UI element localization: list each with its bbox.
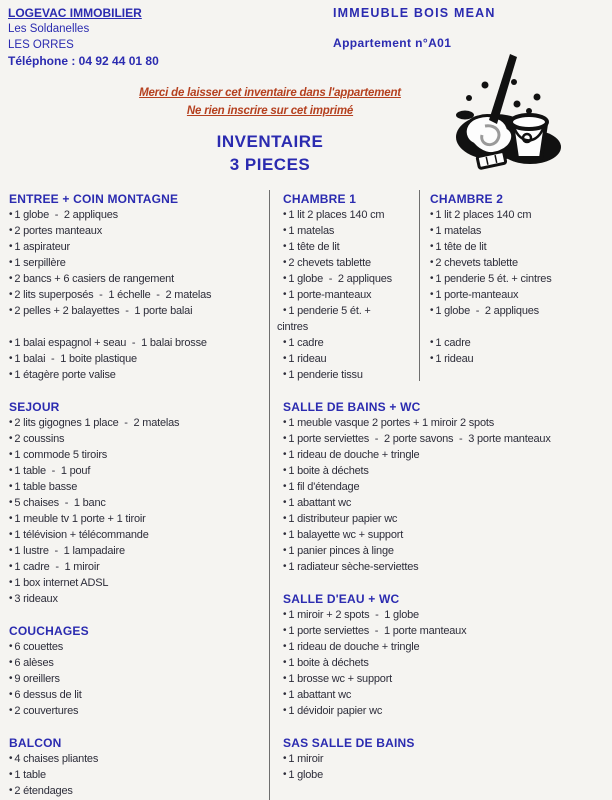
inventory-item xyxy=(9,255,267,271)
item-text: 9 oreillers xyxy=(14,673,60,685)
agency-name: LOGEVAC IMMOBILIER xyxy=(8,6,142,20)
item-text: 1 brosse wc + support xyxy=(288,673,393,685)
section-entree-coin-montagne xyxy=(9,191,267,383)
item-text: 1 balayette wc + support xyxy=(288,529,404,541)
item-text: 1 penderie 5 ét. + cintres xyxy=(435,273,552,285)
bullet-icon: • xyxy=(9,785,13,796)
inventory-item xyxy=(283,639,612,655)
item-text: 1 panier pinces à linge xyxy=(288,545,394,557)
inventory-item xyxy=(9,271,267,287)
inventory-item xyxy=(9,303,267,319)
item-text: 3 rideaux xyxy=(14,593,58,605)
notice-line-2: Ne rien inscrire sur cet imprimé xyxy=(186,105,354,117)
item-text: 2 pelles + 2 balayettes - 1 porte balai xyxy=(14,305,193,317)
bullet-icon: • xyxy=(9,657,13,668)
inventory-item xyxy=(9,415,267,431)
column-divider-left xyxy=(269,190,270,800)
item-text: 2 étendages xyxy=(14,785,73,797)
bullet-icon: • xyxy=(283,241,287,252)
item-text: 1 penderie tissu xyxy=(288,369,363,381)
section-couchages xyxy=(9,623,267,719)
bullet-icon: • xyxy=(9,353,13,364)
item-text: 2 lits gigognes 1 place - 2 matelas xyxy=(14,417,180,429)
bullet-icon: • xyxy=(430,305,434,316)
bullet-icon: • xyxy=(9,257,13,268)
item-text: 1 rideau xyxy=(288,353,327,365)
building-name: IMMEUBLE BOIS MEAN xyxy=(333,6,496,20)
inventory-item xyxy=(9,511,267,527)
bullet-icon: • xyxy=(283,625,287,636)
item-text: cintres xyxy=(277,321,308,333)
item-text: 1 abattant wc xyxy=(288,497,352,509)
bullet-icon: • xyxy=(430,353,434,364)
item-text: 2 lits superposés - 1 échelle - 2 matelas xyxy=(14,289,212,301)
inventory-item xyxy=(283,751,612,767)
bullet-icon: • xyxy=(9,513,13,524)
bullet-icon: • xyxy=(283,225,287,236)
inventory-item xyxy=(9,543,267,559)
inventory-item xyxy=(283,527,612,543)
bullet-icon: • xyxy=(283,337,287,348)
inventory-item xyxy=(9,207,267,223)
item-text: 1 lustre - 1 lampadaire xyxy=(14,545,125,557)
bullet-icon: • xyxy=(283,257,287,268)
item-text: 1 meuble vasque 2 portes + 1 miroir 2 spots xyxy=(288,417,495,429)
bullet-icon: • xyxy=(283,449,287,460)
bullet-icon: • xyxy=(283,529,287,540)
section-title: COUCHAGES xyxy=(9,624,89,638)
bullet-icon: • xyxy=(283,353,287,364)
inventory-item xyxy=(9,767,267,783)
bullet-icon: • xyxy=(9,209,13,220)
item-text: 1 distributeur papier wc xyxy=(288,513,398,525)
item-text: 1 serpillère xyxy=(14,257,66,269)
bullet-icon: • xyxy=(430,257,434,268)
item-text: 4 chaises pliantes xyxy=(14,753,99,765)
item-text: 2 couvertures xyxy=(14,705,79,717)
section-title: CHAMBRE 1 xyxy=(283,192,357,206)
bullet-icon: • xyxy=(9,529,13,540)
bullet-icon: • xyxy=(430,273,434,284)
inventory-item xyxy=(430,271,612,287)
section-salle-de-bains-wc xyxy=(283,399,612,575)
bullet-icon: • xyxy=(430,337,434,348)
inventory-item xyxy=(430,287,612,303)
item-text: 1 rideau xyxy=(435,353,474,365)
item-text: 2 coussins xyxy=(14,433,65,445)
inventory-item xyxy=(9,335,267,351)
inventory-item xyxy=(9,479,267,495)
bullet-icon: • xyxy=(283,497,287,508)
item-text: 1 télévision + télécommande xyxy=(14,529,149,541)
apartment-number: Appartement n°A01 xyxy=(333,36,452,50)
bullet-icon: • xyxy=(9,753,13,764)
item-text: 6 dessus de lit xyxy=(14,689,82,701)
item-text: 1 fil d'étendage xyxy=(288,481,360,493)
item-text: 1 matelas xyxy=(288,225,335,237)
item-text: 6 couettes xyxy=(14,641,64,653)
bullet-icon: • xyxy=(283,689,287,700)
bullet-icon: • xyxy=(9,369,13,380)
inventory-item xyxy=(430,335,612,351)
item-text: 1 porte-manteaux xyxy=(435,289,519,301)
item-text: 2 portes manteaux xyxy=(14,225,103,237)
inventory-item xyxy=(9,575,267,591)
section-sas-salle-de-bains xyxy=(283,735,612,783)
item-text: 1 abattant wc xyxy=(288,689,352,701)
inventory-item xyxy=(9,591,267,607)
item-text: 1 miroir + 2 spots - 1 globe xyxy=(288,609,419,621)
item-text: 1 dévidoir papier wc xyxy=(288,705,383,717)
inventory-item xyxy=(283,463,612,479)
inventory-item xyxy=(283,431,612,447)
bullet-icon: • xyxy=(9,769,13,780)
item-text: 1 box internet ADSL xyxy=(14,577,109,589)
inventory-item xyxy=(430,239,612,255)
item-text: 2 chevets tablette xyxy=(435,257,518,269)
section-balcon xyxy=(9,735,267,799)
bullet-icon: • xyxy=(9,417,13,428)
bullet-icon: • xyxy=(9,289,13,300)
bullet-icon: • xyxy=(9,481,13,492)
inventory-item xyxy=(9,783,267,799)
bullet-icon: • xyxy=(9,273,13,284)
bullet-icon: • xyxy=(9,561,13,572)
inventory-item xyxy=(9,447,267,463)
bullet-icon: • xyxy=(283,465,287,476)
inventory-item xyxy=(9,703,267,719)
inventory-item xyxy=(9,639,267,655)
inventory-item xyxy=(9,223,267,239)
inventory-item xyxy=(430,255,612,271)
bullet-icon: • xyxy=(430,289,434,300)
item-text: 6 alèses xyxy=(14,657,54,669)
inventory-item xyxy=(283,559,612,575)
inventory-item xyxy=(9,671,267,687)
bullet-icon: • xyxy=(9,449,13,460)
inventory-item xyxy=(283,607,612,623)
bullet-icon: • xyxy=(283,673,287,684)
inventory-item xyxy=(283,767,612,783)
inventory-item xyxy=(283,367,612,383)
bullet-icon: • xyxy=(9,497,13,508)
bullet-icon: • xyxy=(283,369,287,380)
bullet-icon: • xyxy=(9,545,13,556)
bullet-icon: • xyxy=(9,225,13,236)
bullet-icon: • xyxy=(430,225,434,236)
item-text: 1 boite à déchets xyxy=(288,465,369,477)
bullet-icon: • xyxy=(9,337,13,348)
item-text: 1 porte-manteaux xyxy=(288,289,372,301)
inventory-item xyxy=(9,527,267,543)
bullet-icon: • xyxy=(283,609,287,620)
item-text: 2 chevets tablette xyxy=(288,257,371,269)
section-chambre-2 xyxy=(430,191,612,367)
item-text: 1 lit 2 places 140 cm xyxy=(435,209,532,221)
item-text: 1 radiateur sèche-serviettes xyxy=(288,561,419,573)
bullet-icon: • xyxy=(283,657,287,668)
bullet-icon: • xyxy=(9,433,13,444)
item-text: 1 rideau de douche + tringle xyxy=(288,449,420,461)
item-text: 1 cadre - 1 miroir xyxy=(14,561,100,573)
item-text: 1 lit 2 places 140 cm xyxy=(288,209,385,221)
inventory-item xyxy=(9,351,267,367)
document-title xyxy=(0,130,540,176)
item-text: 1 table xyxy=(14,769,46,781)
inventory-item xyxy=(9,367,267,383)
item-text: 1 porte serviettes - 2 porte savons - 3 porte manteaux xyxy=(288,433,551,445)
bullet-icon: • xyxy=(283,433,287,444)
section-title: CHAMBRE 2 xyxy=(430,192,504,206)
agency-residence: Les Soldanelles xyxy=(8,23,90,35)
section-sejour xyxy=(9,399,267,607)
bullet-icon: • xyxy=(283,641,287,652)
inventory-item xyxy=(283,687,612,703)
item-text: 1 tête de lit xyxy=(435,241,487,253)
item-text: 1 balai espagnol + seau - 1 balai brosse xyxy=(14,337,207,349)
inventory-item xyxy=(9,687,267,703)
item-text: 1 globe - 2 appliques xyxy=(435,305,539,317)
bullet-icon: • xyxy=(283,545,287,556)
bullet-icon: • xyxy=(283,289,287,300)
section-title: BALCON xyxy=(9,736,62,750)
item-text: 1 table - 1 pouf xyxy=(14,465,91,477)
bullet-icon: • xyxy=(9,577,13,588)
bullet-icon: • xyxy=(283,209,287,220)
item-text: 1 cadre xyxy=(288,337,324,349)
item-text: 1 globe - 2 appliques xyxy=(14,209,118,221)
inventory-item xyxy=(430,351,612,367)
column-right xyxy=(430,191,612,367)
inventory-item xyxy=(283,703,612,719)
item-text: 1 matelas xyxy=(435,225,482,237)
inventory-item xyxy=(283,543,612,559)
bullet-icon: • xyxy=(283,305,287,316)
bullet-icon: • xyxy=(9,689,13,700)
item-text: 1 tête de lit xyxy=(288,241,340,253)
building-block xyxy=(333,6,496,51)
inventory-item xyxy=(283,511,612,527)
inventory-item xyxy=(283,623,612,639)
item-text: 1 globe xyxy=(288,769,324,781)
bullet-icon: • xyxy=(283,769,287,780)
inventory-item xyxy=(9,495,267,511)
bullet-icon: • xyxy=(9,673,13,684)
inventory-item xyxy=(430,303,612,319)
item-text: 5 chaises - 1 banc xyxy=(14,497,106,509)
inventory-item xyxy=(283,671,612,687)
item-text: 1 aspirateur xyxy=(14,241,71,253)
item-text: 1 penderie 5 ét. + xyxy=(288,305,371,317)
bullet-icon: • xyxy=(9,305,13,316)
section-title: SEJOUR xyxy=(9,400,60,414)
bullet-icon: • xyxy=(9,705,13,716)
bullet-icon: • xyxy=(9,465,13,476)
section-title: ENTREE + COIN MONTAGNE xyxy=(9,192,179,206)
blank-line xyxy=(9,319,267,335)
inventory-item xyxy=(283,447,612,463)
inventory-item xyxy=(9,463,267,479)
item-text: 1 commode 5 tiroirs xyxy=(14,449,108,461)
title-line-2: 3 PIECES xyxy=(229,155,311,174)
inventory-item xyxy=(430,207,612,223)
inventory-item xyxy=(283,655,612,671)
inventory-item xyxy=(283,495,612,511)
item-text: 1 étagère porte valise xyxy=(14,369,116,381)
item-text: 1 porte serviettes - 1 porte manteaux xyxy=(288,625,467,637)
bullet-icon: • xyxy=(430,241,434,252)
bullet-icon: • xyxy=(283,273,287,284)
item-text: 1 table basse xyxy=(14,481,78,493)
inventory-item xyxy=(9,287,267,303)
bullet-icon: • xyxy=(430,209,434,220)
inventory-item xyxy=(283,415,612,431)
notice-line-1: Merci de laisser cet inventaire dans l'appartement xyxy=(139,87,401,99)
agency-phone: Téléphone : 04 92 44 01 80 xyxy=(8,54,159,68)
item-text: 1 boite à déchets xyxy=(288,657,369,669)
bullet-icon: • xyxy=(283,513,287,524)
inventory-item xyxy=(430,223,612,239)
title-line-1: INVENTAIRE xyxy=(216,132,324,151)
inventory-item xyxy=(9,655,267,671)
inventory-item xyxy=(9,751,267,767)
column-left xyxy=(9,191,267,799)
item-text: 1 meuble tv 1 porte + 1 tiroir xyxy=(14,513,146,525)
bullet-icon: • xyxy=(283,561,287,572)
bullet-icon: • xyxy=(9,593,13,604)
bullet-icon: • xyxy=(9,241,13,252)
item-text: 2 bancs + 6 casiers de rangement xyxy=(14,273,174,285)
section-title: SALLE DE BAINS + WC xyxy=(283,400,421,414)
section-title: SAS SALLE DE BAINS xyxy=(283,736,415,750)
agency-block xyxy=(8,5,159,69)
section-title: SALLE D'EAU + WC xyxy=(283,592,400,606)
inventory-item xyxy=(9,239,267,255)
item-text: 1 globe - 2 appliques xyxy=(288,273,392,285)
inventory-item xyxy=(9,559,267,575)
bullet-icon: • xyxy=(283,481,287,492)
item-text: 1 cadre xyxy=(435,337,471,349)
bullet-icon: • xyxy=(283,705,287,716)
section-salle-d-eau-wc xyxy=(283,591,612,719)
inventory-item xyxy=(9,431,267,447)
item-text: 1 rideau de douche + tringle xyxy=(288,641,420,653)
agency-city: LES ORRES xyxy=(8,39,74,51)
bullet-icon: • xyxy=(283,753,287,764)
bullet-icon: • xyxy=(9,641,13,652)
bullet-icon: • xyxy=(283,417,287,428)
blank-line xyxy=(430,319,612,335)
item-text: 1 miroir xyxy=(288,753,324,765)
inventory-item xyxy=(283,479,612,495)
item-text: 1 balai - 1 boite plastique xyxy=(14,353,137,365)
